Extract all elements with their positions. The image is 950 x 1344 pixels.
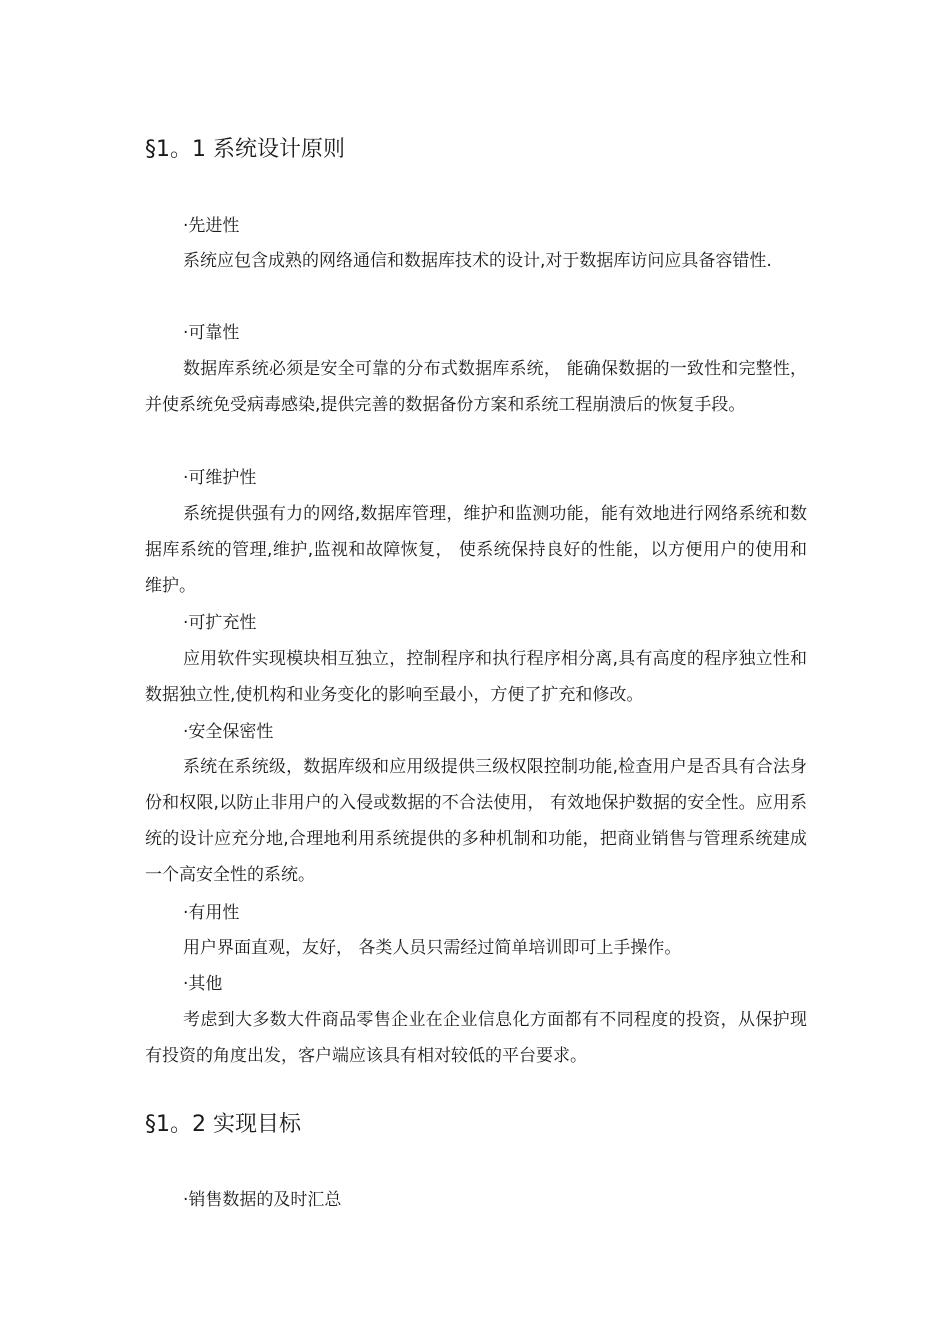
principle-label-usability: ·有用性 (183, 903, 240, 923)
principle-text-extensibility: 应用软件实现模块相互独立，控制程序和执行程序相分离,具有高度的程序独立性和数据独立性,使机构和业务变化的影响至最小，方便了扩充和修改。 (145, 649, 807, 705)
principle-label-maintainability: ·可维护性 (183, 468, 257, 488)
section-heading-design-principles: §1。1 系统设计原则 (145, 137, 345, 162)
section-heading-goals: §1。2 实现目标 (145, 1112, 301, 1137)
principle-text-security: 系统在系统级，数据库级和应用级提供三级权限控制功能,检查用户是否具有合法身份和权限,以防止非用户的入侵或数据的不合法使用， 有效地保护数据的安全性。应用系统的设计应充分地,合理地利用系统提供的多种机制和功能，把商业销售与管理系统建成一个高安全性的系统。 (145, 757, 807, 885)
principle-label-other: ·其他 (183, 974, 223, 994)
principle-text-usability: 用户界面直观，友好， 各类人员只需经过简单培训即可上手操作。 (183, 938, 682, 958)
principle-text-maintainability: 系统提供强有力的网络,数据库管理，维护和监测功能，能有效地进行网络系统和数据库系统的管理,维护,监视和故障恢复， 使系统保持良好的性能，以方便用户的使用和维护。 (145, 504, 807, 596)
principle-text-other: 考虑到大多数大件商品零售企业在企业信息化方面都有不同程度的投资，从保护现有投资的角度出发，客户端应该具有相对较低的平台要求。 (145, 1010, 807, 1066)
principle-label-reliability: ·可靠性 (183, 323, 240, 343)
principle-label-extensibility: ·可扩充性 (183, 613, 257, 633)
principle-text-advanced: 系统应包含成熟的网络通信和数据库技术的设计,对于数据库访问应具备容错性. (183, 251, 772, 271)
principle-label-security: ·安全保密性 (183, 722, 274, 742)
principle-text-reliability: 数据库系统必须是安全可靠的分布式数据库系统， 能确保数据的一致性和完整性，并使系统免受病毒感染,提供完善的数据备份方案和系统工程崩溃后的恢复手段。 (145, 359, 807, 415)
goal-label-sales-summary: ·销售数据的及时汇总 (183, 1190, 342, 1210)
principle-label-advanced: ·先进性 (183, 216, 240, 236)
